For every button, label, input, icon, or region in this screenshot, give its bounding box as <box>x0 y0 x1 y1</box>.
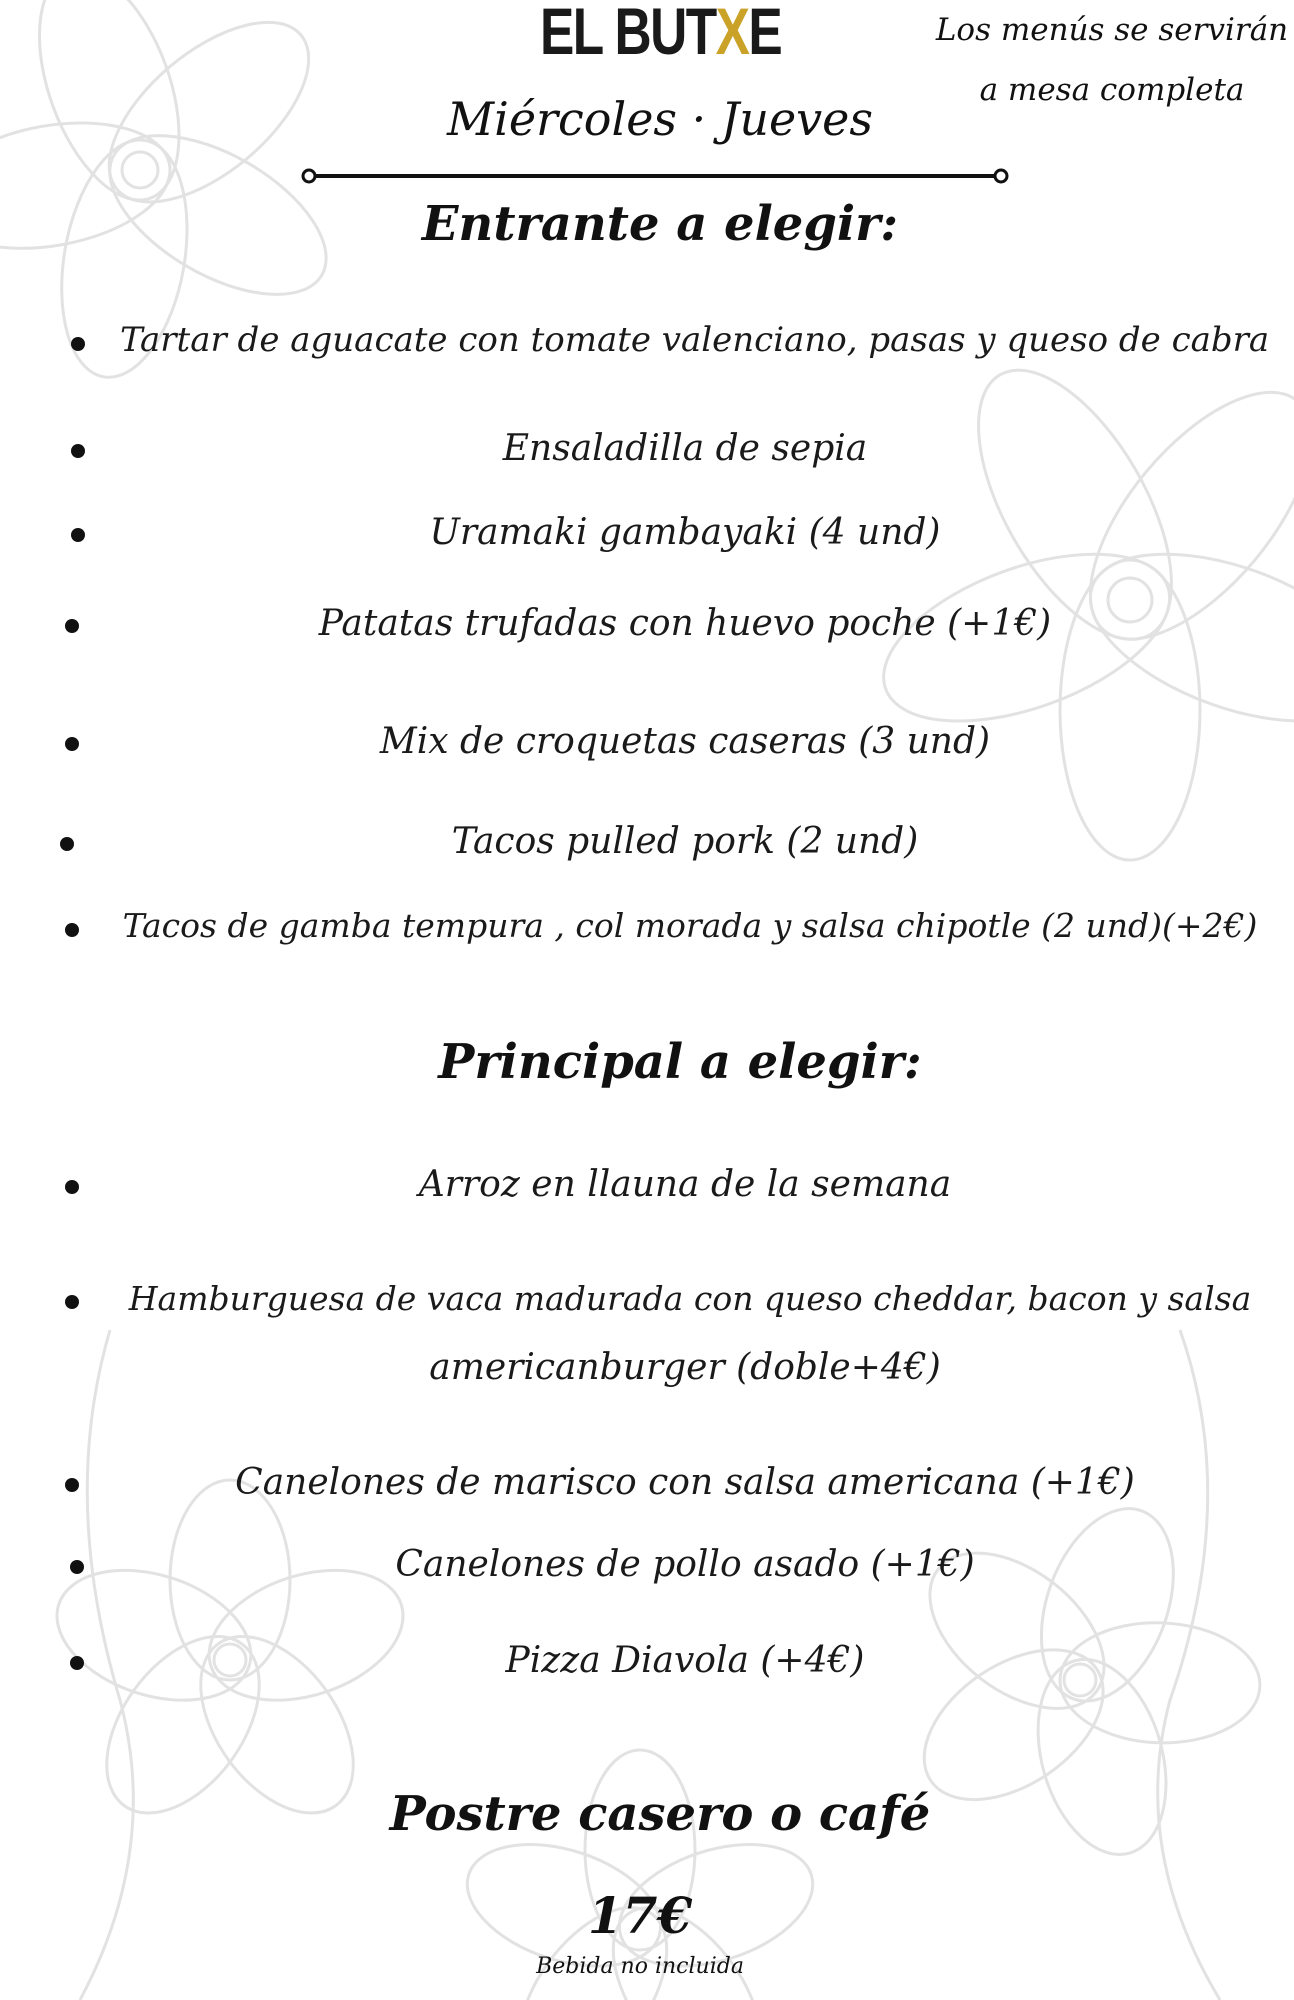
main-item-continuation: americanburger (doble+4€) <box>429 1347 941 1388</box>
restaurant-logo <box>540 0 782 70</box>
menu-price: 17€ <box>587 1886 693 1945</box>
service-note-line1: Los menús se servirán <box>935 12 1289 48</box>
bullet <box>70 1560 84 1574</box>
starter-item: Tacos pulled pork (2 und) <box>451 821 919 862</box>
starter-item: Tacos de gamba tempura , col morada y salsa chipotle (2 und)(+2€) <box>122 906 1258 945</box>
starter-item: Mix de croquetas caseras (3 und) <box>379 721 991 762</box>
service-note-line2: a mesa completa <box>979 72 1245 108</box>
logo-text-suffix: E <box>748 0 782 68</box>
title-divider <box>300 166 1010 186</box>
bullet <box>70 1656 84 1670</box>
logo-text-prefix: EL BUT <box>540 0 716 68</box>
bullet <box>60 837 74 851</box>
logo-text-accent: X <box>715 0 749 68</box>
bullet <box>71 444 85 458</box>
starters-heading: Entrante a elegir: <box>421 196 899 252</box>
bullet <box>65 923 79 937</box>
bullet <box>65 1478 79 1492</box>
starter-item: Ensaladilla de sepia <box>502 428 868 469</box>
bullet <box>65 619 79 633</box>
bullet <box>65 1180 79 1194</box>
main-item: Arroz en llauna de la semana <box>418 1164 952 1205</box>
bullet <box>71 528 85 542</box>
bullet <box>65 1295 79 1309</box>
starter-item: Tartar de aguacate con tomate valenciano, pasas y queso de cabra <box>120 320 1270 360</box>
bullet <box>65 737 79 751</box>
bullet <box>71 337 85 351</box>
main-item: Canelones de pollo asado (+1€) <box>395 1544 975 1585</box>
starter-item: Patatas trufadas con huevo poche (+1€) <box>318 603 1052 644</box>
mains-heading: Principal a elegir: <box>438 1034 922 1090</box>
main-item: Pizza Diavola (+4€) <box>505 1640 865 1681</box>
flower-right <box>862 340 1294 860</box>
starter-item: Uramaki gambayaki (4 und) <box>429 512 941 553</box>
main-item: Hamburguesa de vaca madurada con queso cheddar, bacon y salsa <box>128 1279 1252 1318</box>
main-item: Canelones de marisco con salsa americana (+1€) <box>235 1462 1135 1503</box>
menu-days: Miércoles · Jueves <box>447 92 873 146</box>
drinks-note: Bebida no incluida <box>536 1954 744 1979</box>
dessert-heading: Postre casero o café <box>389 1786 931 1842</box>
